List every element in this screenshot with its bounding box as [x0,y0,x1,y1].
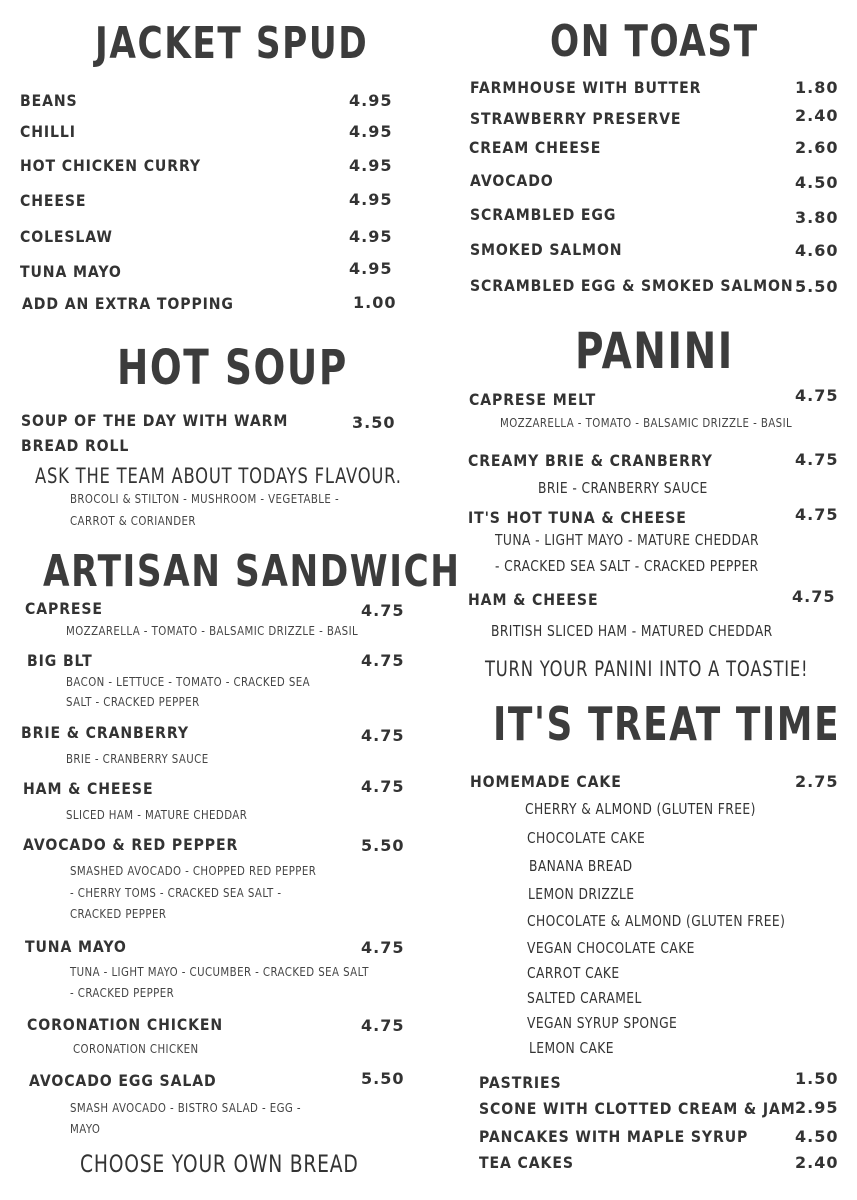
cake-option: SALTED CARAMEL [527,989,642,1007]
menu-item-name: AVOCADO EGG SALAD [29,1071,217,1090]
menu-item-desc: MOZZARELLA - TOMATO - BALSAMIC DRIZZLE - BASIL [66,624,359,638]
treat-time-heading: IT'S TREAT TIME [493,697,841,751]
menu-item-desc: BRITISH SLICED HAM - MATURED CHEDDAR [491,622,773,640]
menu-item-price: 1.80 [795,78,839,97]
menu-item-price: 4.75 [795,505,839,524]
menu-item-name: IT'S HOT TUNA & CHEESE [468,508,687,527]
menu-item-name: AVOCADO [470,171,554,190]
menu-item-name: TUNA MAYO [25,937,127,956]
menu-item-price: 4.95 [349,91,393,110]
menu-item-price: 4.50 [795,173,839,192]
menu-item-name: CAPRESE MELT [469,390,597,409]
menu-item-name: CREAMY BRIE & CRANBERRY [468,451,713,470]
menu-item-price: 4.95 [349,122,393,141]
menu-item-desc: BRIE - CRANBERRY SAUCE [66,752,209,766]
menu-item-name: ADD AN EXTRA TOPPING [22,294,234,313]
bread-note: CHOOSE YOUR OWN BREAD [80,1150,359,1178]
menu-item-price: 4.95 [349,190,393,209]
menu-item-name: STRAWBERRY PRESERVE [470,109,682,128]
menu-item-price: 4.75 [361,651,405,670]
menu-item-desc: CRACKED PEPPER [70,907,167,921]
menu-item-desc: SALT - CRACKED PEPPER [66,695,200,709]
menu-item-desc: BRIE - CRANBERRY SAUCE [538,479,708,497]
menu-item-desc: SMASH AVOCADO - BISTRO SALAD - EGG - [70,1101,302,1115]
soup-name-line2: BREAD ROLL [21,436,130,455]
soup-flavours-line2: CARROT & CORIANDER [70,514,196,528]
soup-name-line1: SOUP OF THE DAY WITH WARM [21,411,289,430]
menu-item-name: AVOCADO & RED PEPPER [23,835,239,854]
toastie-note: TURN YOUR PANINI INTO A TOASTIE! [485,657,809,681]
menu-item-desc: CORONATION CHICKEN [73,1042,199,1056]
menu-item-name: FARMHOUSE WITH BUTTER [470,78,702,97]
menu-item-desc: - CRACKED PEPPER [70,986,175,1000]
menu-item-name: CORONATION CHICKEN [27,1015,224,1034]
menu-item-price: 4.75 [361,938,405,957]
menu-item-name: CREAM CHEESE [469,138,602,157]
menu-item-name: SCRAMBLED EGG & SMOKED SALMON [470,276,794,295]
menu-item-name: TEA CAKES [479,1153,574,1172]
cake-option: CARROT CAKE [527,964,620,982]
menu-item-desc: BACON - LETTUCE - TOMATO - CRACKED SEA [66,675,311,689]
menu-item-name: SCRAMBLED EGG [470,205,617,224]
menu-item-name: BRIE & CRANBERRY [21,723,189,742]
menu-item-name: BEANS [20,91,78,110]
menu-item-price: 4.75 [792,587,836,606]
cake-option: VEGAN SYRUP SPONGE [527,1014,678,1032]
soup-flavours-line1: BROCOLI & STILTON - MUSHROOM - VEGETABLE - [70,492,340,506]
cake-option: BANANA BREAD [529,857,633,875]
menu-item-price: 4.75 [795,450,839,469]
menu-item-price: 4.50 [795,1127,839,1146]
menu-item-name: CHEESE [20,191,87,210]
menu-item-name: CAPRESE [25,599,103,618]
menu-item-price: 2.75 [795,772,839,791]
menu-item-price: 2.60 [795,138,839,157]
menu-item-price: 4.60 [795,241,839,260]
cake-option: CHERRY & ALMOND (GLUTEN FREE) [525,800,756,818]
menu-item-price: 2.95 [795,1098,839,1117]
menu-item-desc: MOZZARELLA - TOMATO - BALSAMIC DRIZZLE - BASIL [500,416,793,430]
menu-item-name: SMOKED SALMON [470,240,623,259]
menu-item-price: 5.50 [361,836,405,855]
cake-option: CHOCOLATE & ALMOND (GLUTEN FREE) [527,912,786,930]
panini-heading: PANINI [575,322,734,380]
menu-item-desc: SMASHED AVOCADO - CHOPPED RED PEPPER [70,864,317,878]
menu-item-name: HOMEMADE CAKE [470,772,622,791]
menu-item-price: 5.50 [361,1069,405,1088]
menu-item-price: 4.75 [361,1016,405,1035]
menu-item-price: 5.50 [795,277,839,296]
menu-item-price: 4.75 [361,601,405,620]
menu-item-name: HAM & CHEESE [468,590,599,609]
menu-item-name: CHILLI [20,122,76,141]
menu-item-desc: TUNA - LIGHT MAYO - MATURE CHEDDAR [495,531,759,549]
menu-item-name: PANCAKES WITH MAPLE SYRUP [479,1127,749,1146]
cake-option: VEGAN CHOCOLATE CAKE [527,939,695,957]
menu-item-name: COLESLAW [20,227,113,246]
menu-item-price: 4.75 [361,777,405,796]
menu-item-desc: - CRACKED SEA SALT - CRACKED PEPPER [495,557,759,575]
menu-item-desc: MAYO [70,1122,101,1136]
menu-item-name: HOT CHICKEN CURRY [20,156,202,175]
cake-option: LEMON DRIZZLE [528,885,635,903]
soup-flavour-note: ASK THE TEAM ABOUT TODAYS FLAVOUR. [35,464,402,488]
artisan-sandwich-heading: ARTISAN SANDWICH [43,546,461,597]
menu-item-price: 4.95 [349,156,393,175]
menu-item-name: TUNA MAYO [20,262,122,281]
menu-item-price: 2.40 [795,106,839,125]
menu-item-price: 4.95 [349,227,393,246]
menu-item-name: HAM & CHEESE [23,779,154,798]
menu-item-desc: TUNA - LIGHT MAYO - CUCUMBER - CRACKED SEA SALT [70,965,369,979]
menu-item-price: 3.80 [795,208,839,227]
menu-item-name: SCONE WITH CLOTTED CREAM & JAM [479,1099,796,1118]
menu-item-name: BIG BLT [27,651,93,670]
soup-price: 3.50 [352,413,396,432]
menu-item-price: 1.00 [353,293,397,312]
menu-item-price: 2.40 [795,1153,839,1172]
on-toast-heading: ON TOAST [550,16,759,67]
hot-soup-heading: HOT SOUP [117,340,348,396]
menu-item-desc: SLICED HAM - MATURE CHEDDAR [66,808,248,822]
cake-option: CHOCOLATE CAKE [527,829,646,847]
cake-option: LEMON CAKE [529,1039,614,1057]
menu-item-desc: - CHERRY TOMS - CRACKED SEA SALT - [70,886,282,900]
menu-item-name: PASTRIES [479,1073,562,1092]
menu-item-price: 1.50 [795,1069,839,1088]
jacket-spud-heading: JACKET SPUD [95,18,369,69]
menu-item-price: 4.95 [349,259,393,278]
menu-item-price: 4.75 [795,386,839,405]
menu-item-price: 4.75 [361,726,405,745]
